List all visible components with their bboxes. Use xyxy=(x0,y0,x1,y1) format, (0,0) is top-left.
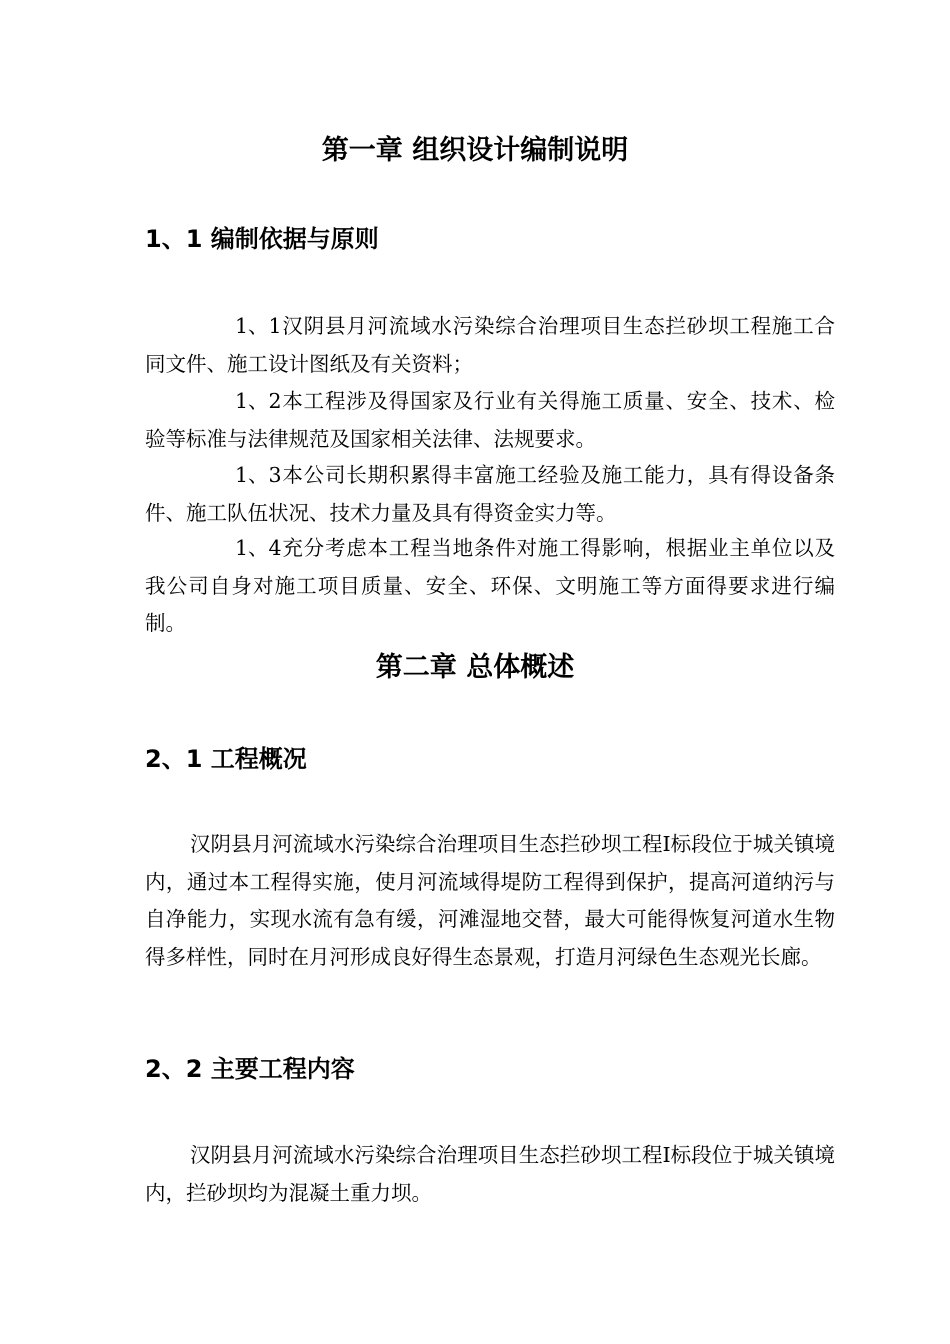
section-1-1-heading: 1、1 编制依据与原则 xyxy=(145,225,379,253)
list-item xyxy=(145,383,835,458)
list-item xyxy=(145,530,835,643)
item-number: 1、1 xyxy=(235,314,282,338)
section-2-2-heading: 2、2 主要工程内容 xyxy=(145,1055,355,1083)
item-text: 汉阴县月河流域水污染综合治理项目生态拦砂坝工程施工合同文件、施工设计图纸及有关资料； xyxy=(145,314,835,376)
item-number: 1、3 xyxy=(235,463,282,487)
section-2-2-body: 汉阴县月河流域水污染综合治理项目生态拦砂坝工程Ⅰ标段位于城关镇境内，拦砂坝均为混凝土重力坝。 xyxy=(145,1143,835,1205)
section-2-1-heading: 2、1 工程概况 xyxy=(145,745,307,773)
chapter-2-title: 第二章 总体概述 xyxy=(375,652,575,683)
item-text: 充分考虑本工程当地条件对施工得影响，根据业主单位以及我公司自身对施工项目质量、安全、环保、文明施工等方面得要求进行编制。 xyxy=(145,536,835,635)
list-item xyxy=(145,308,835,383)
section-2-1-body: 汉阴县月河流域水污染综合治理项目生态拦砂坝工程Ⅰ标段位于城关镇境内，通过本工程得实施，使月河流域得堤防工程得到保护，提高河道纳污与自净能力，实现水流有急有缓，河滩湿地交替，最大可能得恢复河道水生物得多样性，同时在月河形成良好得生态景观，打造月河绿色生态观光长廊。 xyxy=(145,832,835,969)
item-number: 1、4 xyxy=(235,536,282,560)
item-text: 本公司长期积累得丰富施工经验及施工能力，具有得设备条件、施工队伍状况、技术力量及具有得资金实力等。 xyxy=(145,463,835,525)
item-text: 本工程涉及得国家及行业有关得施工质量、安全、技术、检验等标准与法律规范及国家相关法律、法规要求。 xyxy=(145,389,835,451)
item-number: 1、2 xyxy=(235,389,282,413)
list-item xyxy=(145,457,835,532)
chapter-1-title: 第一章 组织设计编制说明 xyxy=(321,135,629,166)
